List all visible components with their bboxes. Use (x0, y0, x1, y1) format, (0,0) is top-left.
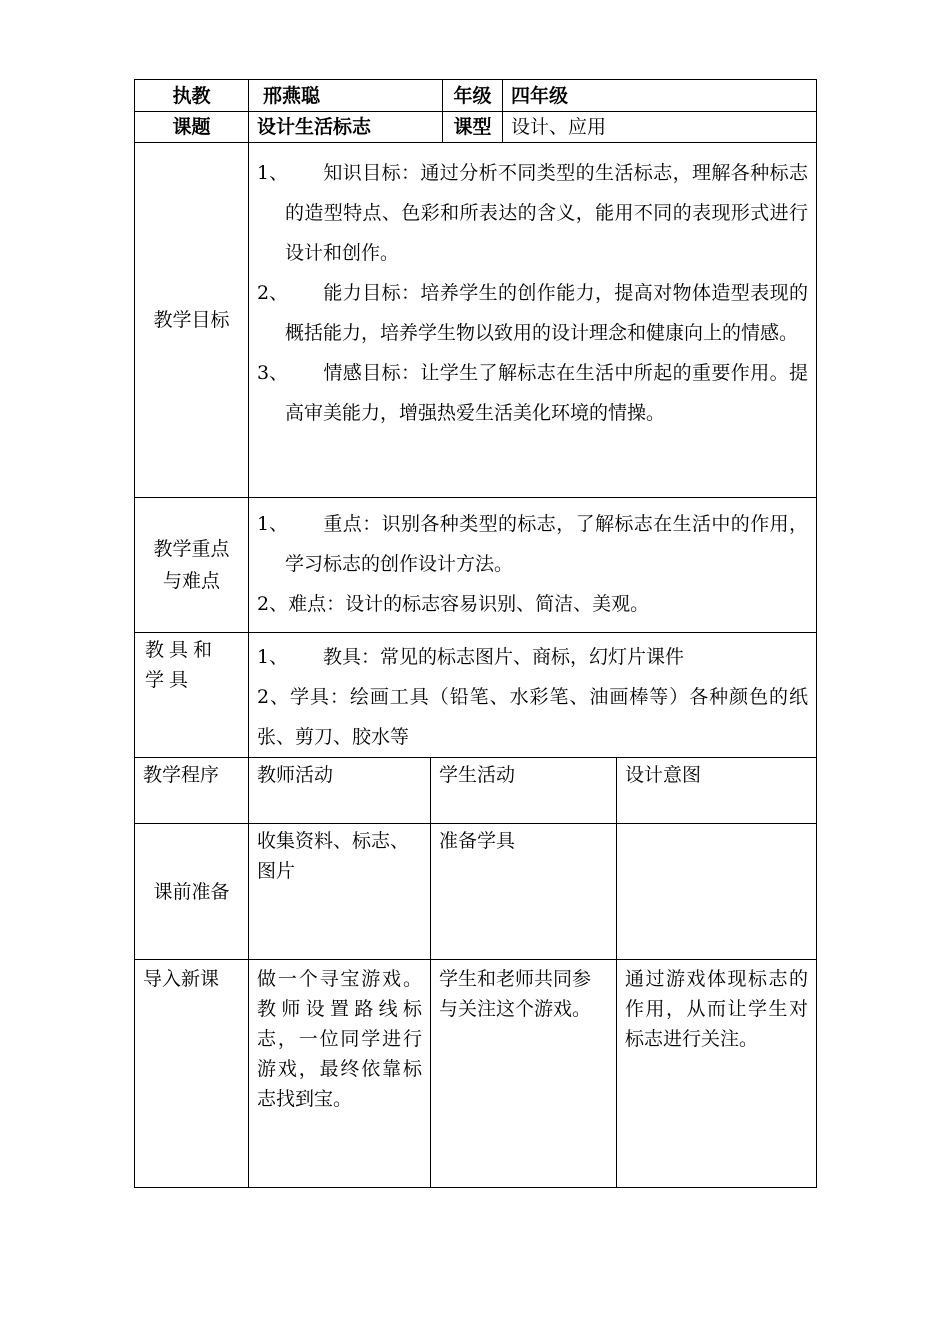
objectives-row (135, 143, 817, 498)
topic-value: 设计生活标志 (249, 112, 443, 143)
tools-label: 教具和学具 (135, 633, 249, 758)
objective-num: 1、 (257, 162, 289, 184)
grade-value: 四年级 (503, 80, 817, 112)
difficulty-item: 2、难点：设计的标志容易识别、简洁、美观。 (257, 593, 650, 615)
topic-label: 课题 (135, 112, 249, 143)
stage-cell: 课前准备 (135, 824, 249, 960)
objective-item (257, 153, 808, 273)
objective-num: 2、 (257, 282, 289, 304)
key-points-label-line2: 与难点 (162, 570, 220, 592)
key-points-row (135, 498, 817, 633)
design-intent-header: 设计意图 (617, 758, 817, 824)
table-row (135, 824, 817, 960)
table-row (135, 960, 817, 1188)
header-row-teacher (135, 80, 817, 112)
tools-text: 教具：常见的标志图片、商标，幻灯片课件 (323, 646, 685, 668)
student-tools-item: 2、学具：绘画工具（铅笔、水彩笔、油画棒等）各种颜色的纸张、剪刀、胶水等 (257, 686, 809, 748)
design-intent-cell (617, 824, 817, 960)
objectives-label: 教学目标 (135, 143, 249, 498)
tools-item (257, 637, 808, 677)
student-activity-cell: 学生和老师共同参与关注这个游戏。 (431, 960, 617, 1188)
key-points-content (249, 498, 817, 633)
key-points-label (135, 498, 249, 633)
type-value: 设计、应用 (503, 112, 817, 143)
tools-num: 1、 (257, 646, 289, 668)
teacher-activity-cell: 收集资料、标志、图片 (249, 824, 431, 960)
lesson-plan-document (134, 79, 816, 1188)
student-activity-cell: 准备学具 (431, 824, 617, 960)
procedure-header-row (135, 758, 817, 824)
key-point-text: 重点：识别各种类型的标志，了解标志在生活中的作用，学习标志的创作设计方法。 (285, 513, 809, 575)
objective-item (257, 353, 808, 433)
teacher-activity-cell: 做一个寻宝游戏。教师设置路线标志，一位同学进行游戏，最终依靠标志找到宝。 (249, 960, 431, 1188)
objective-text: 知识目标：通过分析不同类型的生活标志，理解各种标志的造型特点、色彩和所表达的含义，能用不同的表现形式进行设计和创作。 (285, 162, 809, 264)
teacher-name: 邢燕聪 (249, 80, 443, 112)
objective-text: 情感目标：让学生了解标志在生活中所起的重要作用。提高审美能力，增强热爱生活美化环境的情操。 (285, 362, 809, 424)
key-points-label-line1: 教学重点 (153, 538, 230, 560)
student-activity-header: 学生活动 (431, 758, 617, 824)
teacher-activity-header: 教师活动 (249, 758, 431, 824)
objective-item (257, 273, 808, 353)
objective-num: 3、 (257, 362, 289, 384)
tools-row (135, 633, 817, 758)
key-point-num: 1、 (257, 513, 289, 535)
tools-content (249, 633, 817, 758)
teacher-label: 执教 (135, 80, 249, 112)
lesson-plan-table (134, 79, 817, 1188)
grade-label: 年级 (443, 80, 503, 112)
objectives-content (249, 143, 817, 498)
design-intent-cell: 通过游戏体现标志的作用，从而让学生对标志进行关注。 (617, 960, 817, 1188)
header-row-topic (135, 112, 817, 143)
procedure-stage-header: 教学程序 (135, 758, 249, 824)
key-point-item (257, 504, 808, 584)
objective-text: 能力目标：培养学生的创作能力，提高对物体造型表现的概括能力，培养学生物以致用的设计理念和健康向上的情感。 (285, 282, 809, 344)
type-label: 课型 (443, 112, 503, 143)
stage-cell: 导入新课 (135, 960, 249, 1188)
